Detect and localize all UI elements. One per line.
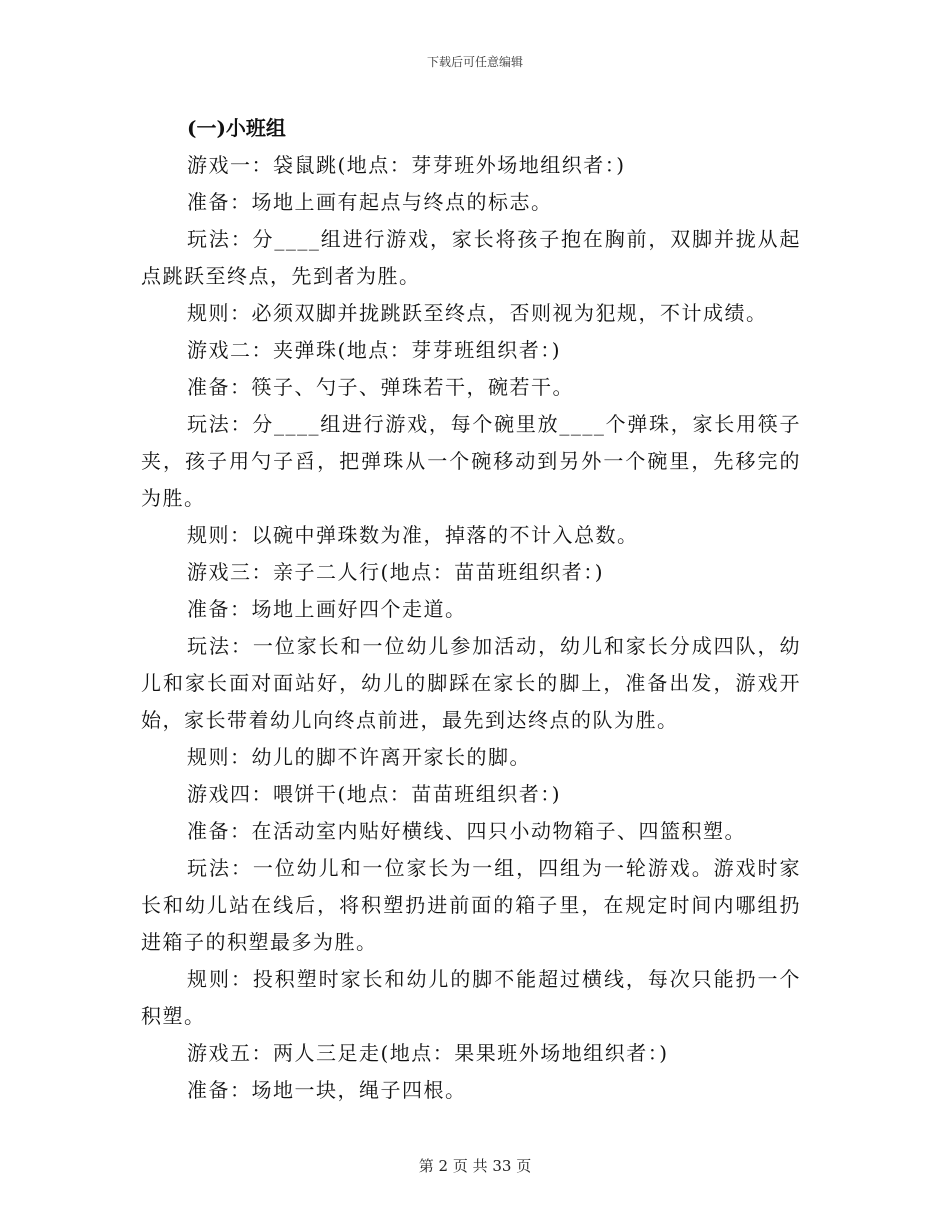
paragraph-game5-title: 游戏五：两人三足走(地点：果果班外场地组织者：)	[187, 1041, 669, 1065]
paragraph-game2-preparation: 准备：筷子、勺子、弹珠若干，碗若干。	[187, 375, 574, 399]
paragraph-game2-title: 游戏二：夹弹珠(地点：芽芽班组织者：)	[187, 338, 562, 362]
paragraph-game2-method: 玩法：分____组进行游戏，每个碗里放____个弹珠，家长用筷子夹，孩子用勺子舀，把弹珠从一个碗移动到另外一个碗里，先移完的为胜。	[141, 412, 801, 510]
paragraph-game4-rules: 规则：投积塑时家长和幼儿的脚不能超过横线，每次只能扔一个积塑。	[141, 967, 801, 1028]
page-number: 第 2 页 共 33 页	[418, 1157, 532, 1175]
paragraph-game4-method: 玩法：一位幼儿和一位家长为一组，四组为一轮游戏。游戏时家长和幼儿站在线后，将积塑扔进前面的箱子里，在规定时间内哪组扔进箱子的积塑最多为胜。	[141, 856, 801, 954]
paragraph-game1-preparation: 准备：场地上画有起点与终点的标志。	[187, 190, 553, 214]
page-header-note: 下载后可任意编辑	[426, 55, 523, 69]
paragraph-game3-rules: 规则：幼儿的脚不许离开家长的脚。	[187, 745, 531, 769]
paragraph-game2-rules: 规则：以碗中弹珠数为准，掉落的不计入总数。	[187, 523, 639, 547]
paragraph-game3-preparation: 准备：场地上画好四个走道。	[187, 597, 467, 621]
paragraph-game1-rules: 规则：必须双脚并拢跳跃至终点，否则视为犯规，不计成绩。	[187, 301, 768, 325]
section-heading: (一)小班组	[187, 116, 286, 140]
paragraph-game1-title: 游戏一：袋鼠跳(地点：芽芽班外场地组织者：)	[187, 153, 626, 177]
document-body	[141, 110, 801, 1109]
paragraph-game3-title: 游戏三：亲子二人行(地点：苗苗班组织者：)	[187, 560, 605, 584]
paragraph-game4-title: 游戏四：喂饼干(地点：苗苗班组织者：)	[187, 782, 562, 806]
paragraph-game5-preparation: 准备：场地一块，绳子四根。	[187, 1078, 467, 1102]
paragraph-game1-method: 玩法：分____组进行游戏，家长将孩子抱在胸前，双脚并拢从起点跳跃至终点，先到者为胜。	[141, 227, 801, 288]
paragraph-game4-preparation: 准备：在活动室内贴好横线、四只小动物箱子、四篮积塑。	[187, 819, 746, 843]
paragraph-game3-method: 玩法：一位家长和一位幼儿参加活动，幼儿和家长分成四队，幼儿和家长面对面站好，幼儿的脚踩在家长的脚上，准备出发，游戏开始，家长带着幼儿向终点前进，最先到达终点的队为胜。	[141, 634, 801, 732]
